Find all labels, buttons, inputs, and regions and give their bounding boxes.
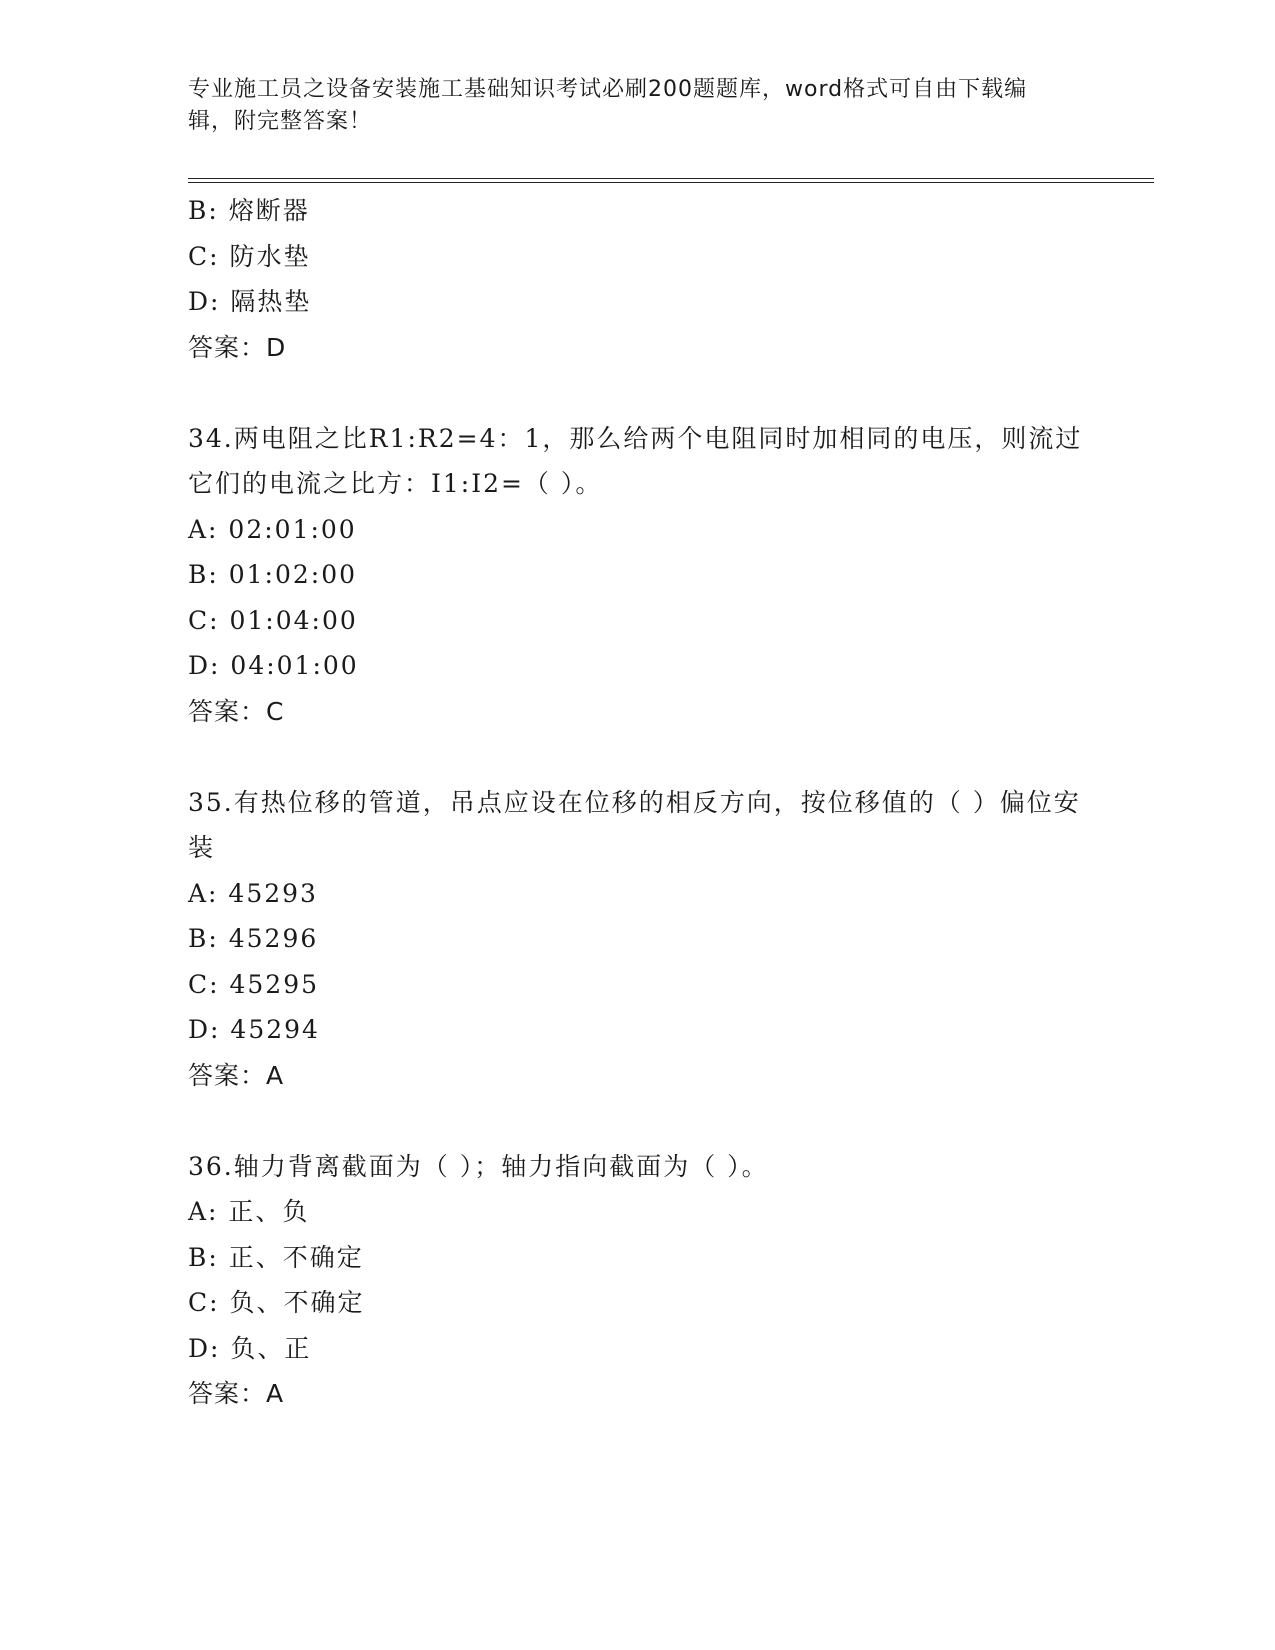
page-header-title: 专业施工员之设备安装施工基础知识考试必刷200题题库，word格式可自由下载编辑，附完整答案！: [188, 77, 1028, 134]
option-d: D: 04:01:00: [188, 651, 359, 680]
spacer: [188, 734, 1108, 780]
header-divider-top: [188, 178, 1154, 179]
answer-label: 答案：A: [188, 1379, 285, 1408]
answer-label: 答案：C: [188, 696, 285, 726]
option-d: D: 负、正: [188, 1333, 312, 1363]
option-c: C: 45295: [188, 969, 320, 999]
option-b: B: 01:02:00: [188, 560, 358, 589]
option-b: B: 正、不确定: [188, 1242, 364, 1272]
option-a: A: 45293: [188, 878, 318, 908]
option-d: D: 45294: [188, 1015, 320, 1044]
option-c: C: 防水垫: [188, 241, 311, 271]
option-c: C: 负、不确定: [188, 1288, 365, 1317]
question-block-36: [188, 1144, 1108, 1417]
question-stem: 36.轴力背离截面为（ ）；轴力指向截面为（ ）。: [188, 1151, 769, 1181]
answer-label: 答案：A: [188, 1060, 285, 1090]
option-b: B: 45296: [188, 924, 319, 953]
spacer: [188, 1098, 1108, 1144]
option-a: A: 正、负: [188, 1197, 310, 1226]
option-a: A: 02:01:00: [188, 514, 357, 544]
answer-label: 答案：D: [188, 332, 287, 362]
option-b: B: 熔断器: [188, 196, 310, 225]
header-divider-bottom: [188, 182, 1154, 183]
question-stem: 34.两电阻之比R1:R2=4：1，那么给两个电阻同时加相同的电压，则流过它们的电流之比方：I1:I2=（ ）。: [188, 423, 1083, 498]
spacer: [188, 370, 1108, 416]
question-list: [188, 188, 1108, 1417]
option-d: D: 隔热垫: [188, 287, 312, 316]
question-block-35: [188, 780, 1108, 1099]
question-stem: 35.有热位移的管道，吊点应设在位移的相反方向，按位移值的（ ）偏位安装: [188, 787, 1081, 862]
question-block-33: [188, 188, 1108, 370]
question-block-34: [188, 416, 1108, 735]
option-c: C: 01:04:00: [188, 605, 358, 635]
